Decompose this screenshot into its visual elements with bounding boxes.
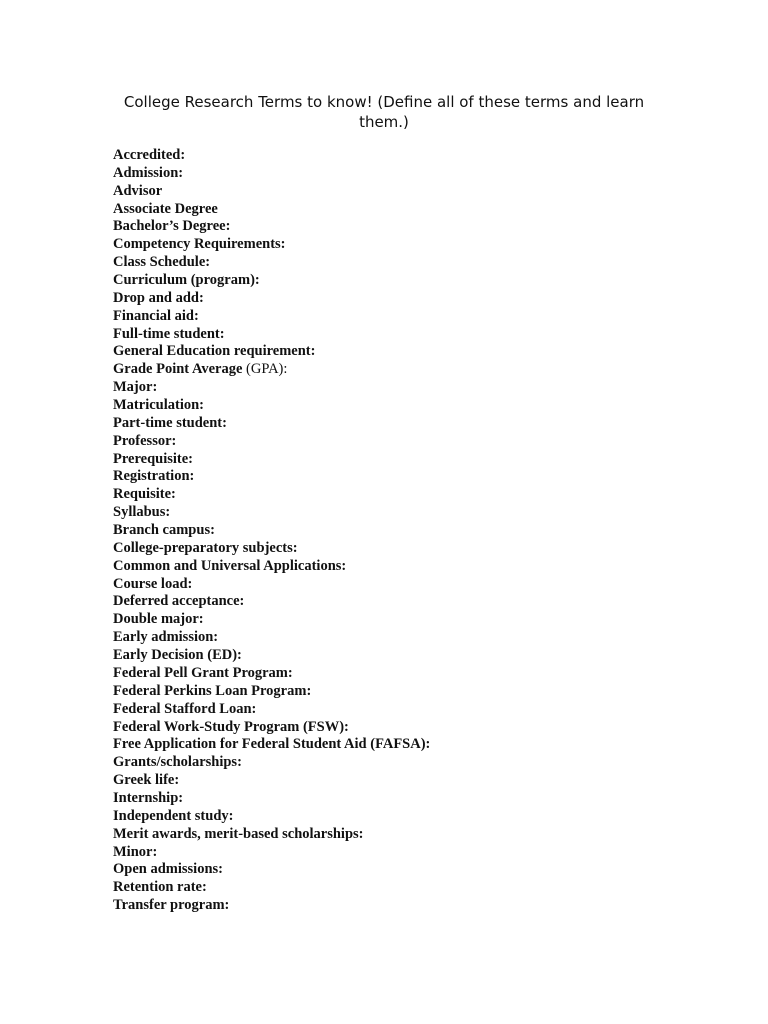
term-label: Grants/scholarships: [113, 754, 242, 771]
term-item [113, 861, 430, 879]
term-item [113, 254, 430, 272]
term-item [113, 647, 430, 665]
term-label: Requisite: [113, 486, 176, 503]
term-item [113, 290, 430, 308]
term-label: General Education requirement: [113, 343, 316, 360]
term-label: Class Schedule: [113, 254, 211, 271]
term-item [113, 201, 430, 219]
term-label: Financial aid: [113, 307, 199, 324]
term-label: Associate Degree [113, 200, 218, 217]
term-label: Federal Perkins Loan Program: [113, 682, 312, 699]
term-item [113, 522, 430, 540]
term-label: Curriculum (program): [113, 272, 260, 289]
term-item [113, 218, 430, 236]
term-label: Retention rate: [113, 879, 207, 896]
term-label: Admission: [113, 164, 184, 181]
term-item [113, 844, 430, 862]
term-item [113, 665, 430, 683]
term-label: Grade Point Average [113, 361, 243, 378]
term-label: Professor: [113, 432, 177, 449]
term-label: Advisor [113, 182, 163, 199]
term-label: Federal Pell Grant Program: [113, 664, 293, 681]
term-label: Full-time student: [113, 325, 225, 342]
term-label: Merit awards, merit-based scholarships: [113, 825, 364, 842]
term-item [113, 415, 430, 433]
term-label: Minor: [113, 843, 158, 860]
term-item [113, 683, 430, 701]
term-label: Competency Requirements: [113, 236, 286, 253]
terms-list [113, 147, 430, 915]
term-item [113, 826, 430, 844]
term-item [113, 790, 430, 808]
term-label: Federal Work-Study Program (FSW): [113, 718, 349, 735]
term-item [113, 183, 430, 201]
term-item [113, 326, 430, 344]
term-item [113, 629, 430, 647]
term-item [113, 272, 430, 290]
term-item [113, 147, 430, 165]
term-label: Branch campus: [113, 522, 215, 539]
term-label: Accredited: [113, 147, 186, 163]
term-label: Greek life: [113, 772, 180, 789]
term-label: Registration: [113, 468, 195, 485]
term-label: Course load: [113, 575, 193, 592]
term-label: College-preparatory subjects: [113, 539, 298, 556]
term-label: Drop and add: [113, 289, 204, 306]
term-suffix: (GPA): [242, 361, 288, 378]
term-item [113, 701, 430, 719]
term-item [113, 808, 430, 826]
term-label: Federal Stafford Loan: [113, 700, 257, 717]
term-item [113, 611, 430, 629]
term-item [113, 397, 430, 415]
term-item [113, 754, 430, 772]
term-item [113, 361, 430, 379]
term-label: Double major: [113, 611, 204, 628]
term-item [113, 772, 430, 790]
term-item [113, 576, 430, 594]
term-item [113, 897, 430, 915]
term-label: Common and Universal Applications: [113, 557, 347, 574]
term-label: Independent study: [113, 807, 234, 824]
term-item [113, 236, 430, 254]
term-label: Major: [113, 379, 158, 396]
term-item [113, 165, 430, 183]
term-item [113, 433, 430, 451]
term-label: Part-time student: [113, 414, 227, 431]
term-item [113, 343, 430, 361]
term-label: Deferred acceptance: [113, 593, 245, 610]
term-label: Free Application for Federal Student Aid (FAFSA): [113, 736, 431, 753]
term-item [113, 593, 430, 611]
term-label: Early admission: [113, 629, 219, 646]
term-item [113, 308, 430, 326]
document-title: College Research Terms to know! (Define all of these terms and learn them.) [123, 93, 645, 131]
term-label: Syllabus: [113, 504, 171, 521]
term-label: Prerequisite: [113, 450, 193, 467]
term-label: Bachelor’s Degree: [113, 218, 231, 235]
term-label: Early Decision (ED): [113, 647, 242, 664]
term-label: Open admissions: [113, 861, 223, 878]
term-item [113, 451, 430, 469]
term-label: Internship: [113, 789, 184, 806]
term-item [113, 379, 430, 397]
term-item [113, 468, 430, 486]
term-item [113, 504, 430, 522]
term-item [113, 558, 430, 576]
term-item [113, 719, 430, 737]
term-label: Transfer program: [113, 897, 230, 914]
term-item [113, 540, 430, 558]
term-label: Matriculation: [113, 397, 205, 414]
term-item [113, 736, 430, 754]
term-item [113, 879, 430, 897]
term-item [113, 486, 430, 504]
